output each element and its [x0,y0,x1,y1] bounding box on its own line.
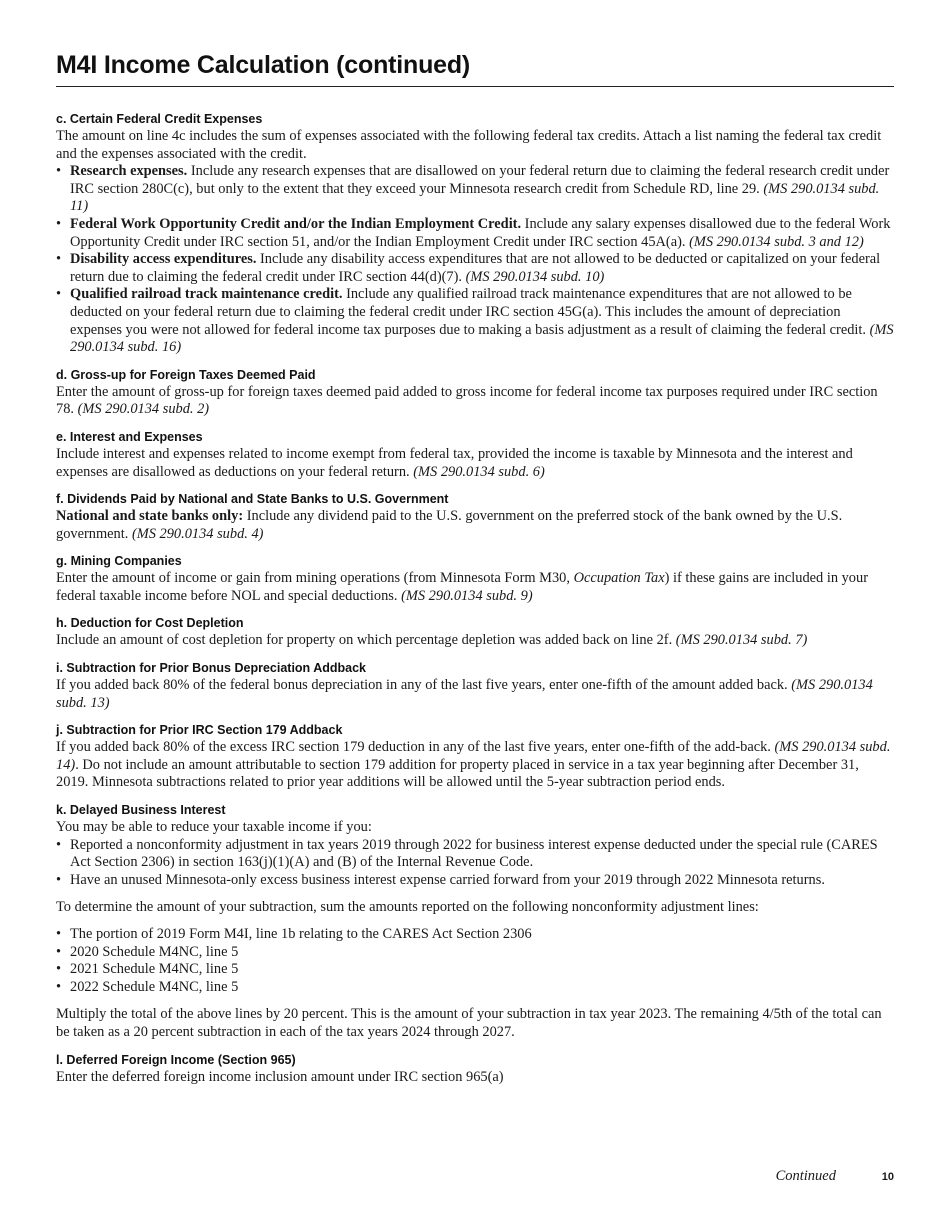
text: Enter the amount of gross-up for foreign taxes deemed paid added to gross income for federal income tax purposes required under IRC section 78. [56,383,878,418]
section-text [56,508,894,543]
section-heading: l. Deferred Foreign Income (Section 965) [56,1052,296,1067]
text: Include any dividend paid to the U.S. government on the preferred stock of the bank owned by the U.S. government. [56,508,843,542]
section-text: To determine the amount of your subtraction, sum the amounts reported on the following nonconformity adjustment lines: [56,899,759,916]
section-j-section-179 [56,722,894,792]
list-item [56,216,894,251]
text: Include interest and expenses related to income exempt from federal tax, provided the income is taxable by Minnesota and the interest and expenses are disallowed as deductions on your federal return. [56,445,853,480]
section-l-deferred-foreign-income [56,1052,894,1087]
text: Include an amount of cost depletion for property on which percentage depletion was added back on line 2f. [56,632,676,649]
section-heading: h. Deduction for Cost Depletion [56,616,244,631]
section-c-federal-credit-expenses [56,111,894,357]
list-item: • Have an unused Minnesota-only excess business interest expense carried forward from your 2019 through 2022 Minnesota returns. [56,872,894,890]
list-item: • 2020 Schedule M4NC, line 5 [56,944,894,962]
section-heading: e. Interest and Expenses [56,429,203,444]
item-text: Include any research expenses that are disallowed on your federal return due to claiming the federal research credit under IRC section 280C(c), but only to the extent that they exceed your Minnesota research credit from Schedule RD, line 29. [70,163,890,197]
text: ) if these gains are included in your federal taxable income before NOL and special deductions. [56,570,868,604]
item-text: Include any salary expenses disallowed due to the federal Work Opportunity Credit under IRC section 51, and/or the Indian Employment Credit under IRC section 45A(a). [70,215,891,250]
section-i-bonus-depreciation [56,660,894,712]
statute-citation: (MS 290.0134 subd. 3 and 12) [689,233,864,250]
credit-list [56,163,894,357]
continued-label: Continued [775,1168,836,1184]
list-item [56,251,894,286]
section-text [56,739,894,792]
statute-citation: (MS 290.0134 subd. 14) [56,739,891,773]
text: If you added back 80% of the excess IRC section 179 deduction in any of the last five years, enter one-fifth of the add-back. [56,739,775,756]
section-heading: k. Delayed Business Interest [56,803,226,818]
section-text: Multiply the total of the above lines by 20 percent. This is the amount of your subtraction in tax year 2023. The remaining 4/5th of the total can be taken as a 20 percent subtraction in each of the tax years 2024 through 2027. [56,1006,882,1040]
section-heading: i. Subtraction for Prior Bonus Depreciation Addback [56,661,366,676]
statute-citation: (MS 290.0134 subd. 7) [675,632,808,649]
item-label: Research expenses. [70,163,188,180]
page-footer [0,1168,894,1188]
section-heading: f. Dividends Paid by National and State Banks to U.S. Government [56,492,449,507]
section-e-interest-expenses [56,429,894,481]
item-label: Disability access expenditures. [70,251,257,268]
section-text [56,384,894,419]
statute-citation: (MS 290.0134 subd. 10) [465,268,605,285]
item-label: National and state banks only: [56,508,244,525]
section-text [56,632,894,650]
list-item: • Reported a nonconformity adjustment in tax years 2019 through 2022 for business interest expense deducted under the special rule (CARES Act Section 2306) in section 163(j)(1)(A) and (B) of the Internal Revenue Code. [56,837,894,872]
section-heading: d. Gross-up for Foreign Taxes Deemed Paid [56,367,316,382]
text: If you added back 80% of the federal bonus depreciation in any of the last five years, enter one-fifth of the amount added back. [56,677,792,694]
section-h-cost-depletion [56,615,894,650]
conditions-list [56,837,894,890]
statute-citation: (MS 290.0134 subd. 16) [70,321,894,356]
section-text [56,677,894,712]
section-heading: j. Subtraction for Prior IRC Section 179 Addback [56,723,343,738]
statute-citation: (MS 290.0134 subd. 6) [413,463,545,480]
section-text: Enter the deferred foreign income inclusion amount under IRC section 965(a) [56,1068,504,1085]
section-heading: g. Mining Companies [56,554,182,569]
statute-citation: (MS 290.0134 subd. 2) [77,401,210,418]
statute-citation: (MS 290.0134 subd. 4) [131,525,264,542]
list-item: • 2021 Schedule M4NC, line 5 [56,961,894,979]
section-text: The amount on line 4c includes the sum of expenses associated with the following federal tax credits. Attach a list naming the federal tax credit and the expenses associated with the credit. [56,128,882,162]
statute-citation: (MS 290.0134 subd. 11) [70,180,880,215]
statute-citation: (MS 290.0134 subd. 9) [401,587,533,604]
section-d-gross-up [56,367,894,419]
section-text: You may be able to reduce your taxable income if you: [56,819,372,836]
text: . Do not include an amount attributable to section 179 addition for property placed in service in a tax year beginning after December 31, 2019. Minnesota subtractions related to prior year additions will be allowed until the 5-year subtraction period ends. [56,756,859,791]
item-label: Qualified railroad track maintenance credit. [70,286,343,303]
section-f-bank-dividends [56,491,894,543]
page-title: M4I Income Calculation (continued) [56,48,894,87]
section-text [56,570,894,605]
item-label: Federal Work Opportunity Credit and/or the Indian Employment Credit. [70,215,522,232]
item-text: Include any qualified railroad track maintenance expenditures that are not allowed to be deducted on your federal return due to claiming the federal credit under IRC section 45G(a). This includes the amount of depreciation expenses you were not allowed for federal income tax purposes due to making a basis adjustment as a result of claiming the federal credit. [70,286,870,338]
page [56,48,894,1086]
section-heading: c. Certain Federal Credit Expenses [56,112,263,126]
adjustment-lines-list [56,926,894,996]
list-item [56,286,894,356]
list-item [56,163,894,216]
list-item: • The portion of 2019 Form M4I, line 1b relating to the CARES Act Section 2306 [56,926,894,944]
form-name: Occupation Tax [573,570,665,587]
section-text [56,446,894,481]
page-number: 10 [881,1171,894,1183]
list-item: • 2022 Schedule M4NC, line 5 [56,979,894,997]
item-text: Include any disability access expenditures that are not allowed to be deducted or capitalized on your federal return due to claiming the federal credit under IRC section 44(d)(7). [70,251,881,285]
section-k-delayed-business-interest [56,802,894,1042]
text: Enter the amount of income or gain from mining operations (from Minnesota Form M30, [56,570,574,587]
statute-citation: (MS 290.0134 subd. 13) [56,677,873,711]
section-g-mining-companies [56,553,894,605]
